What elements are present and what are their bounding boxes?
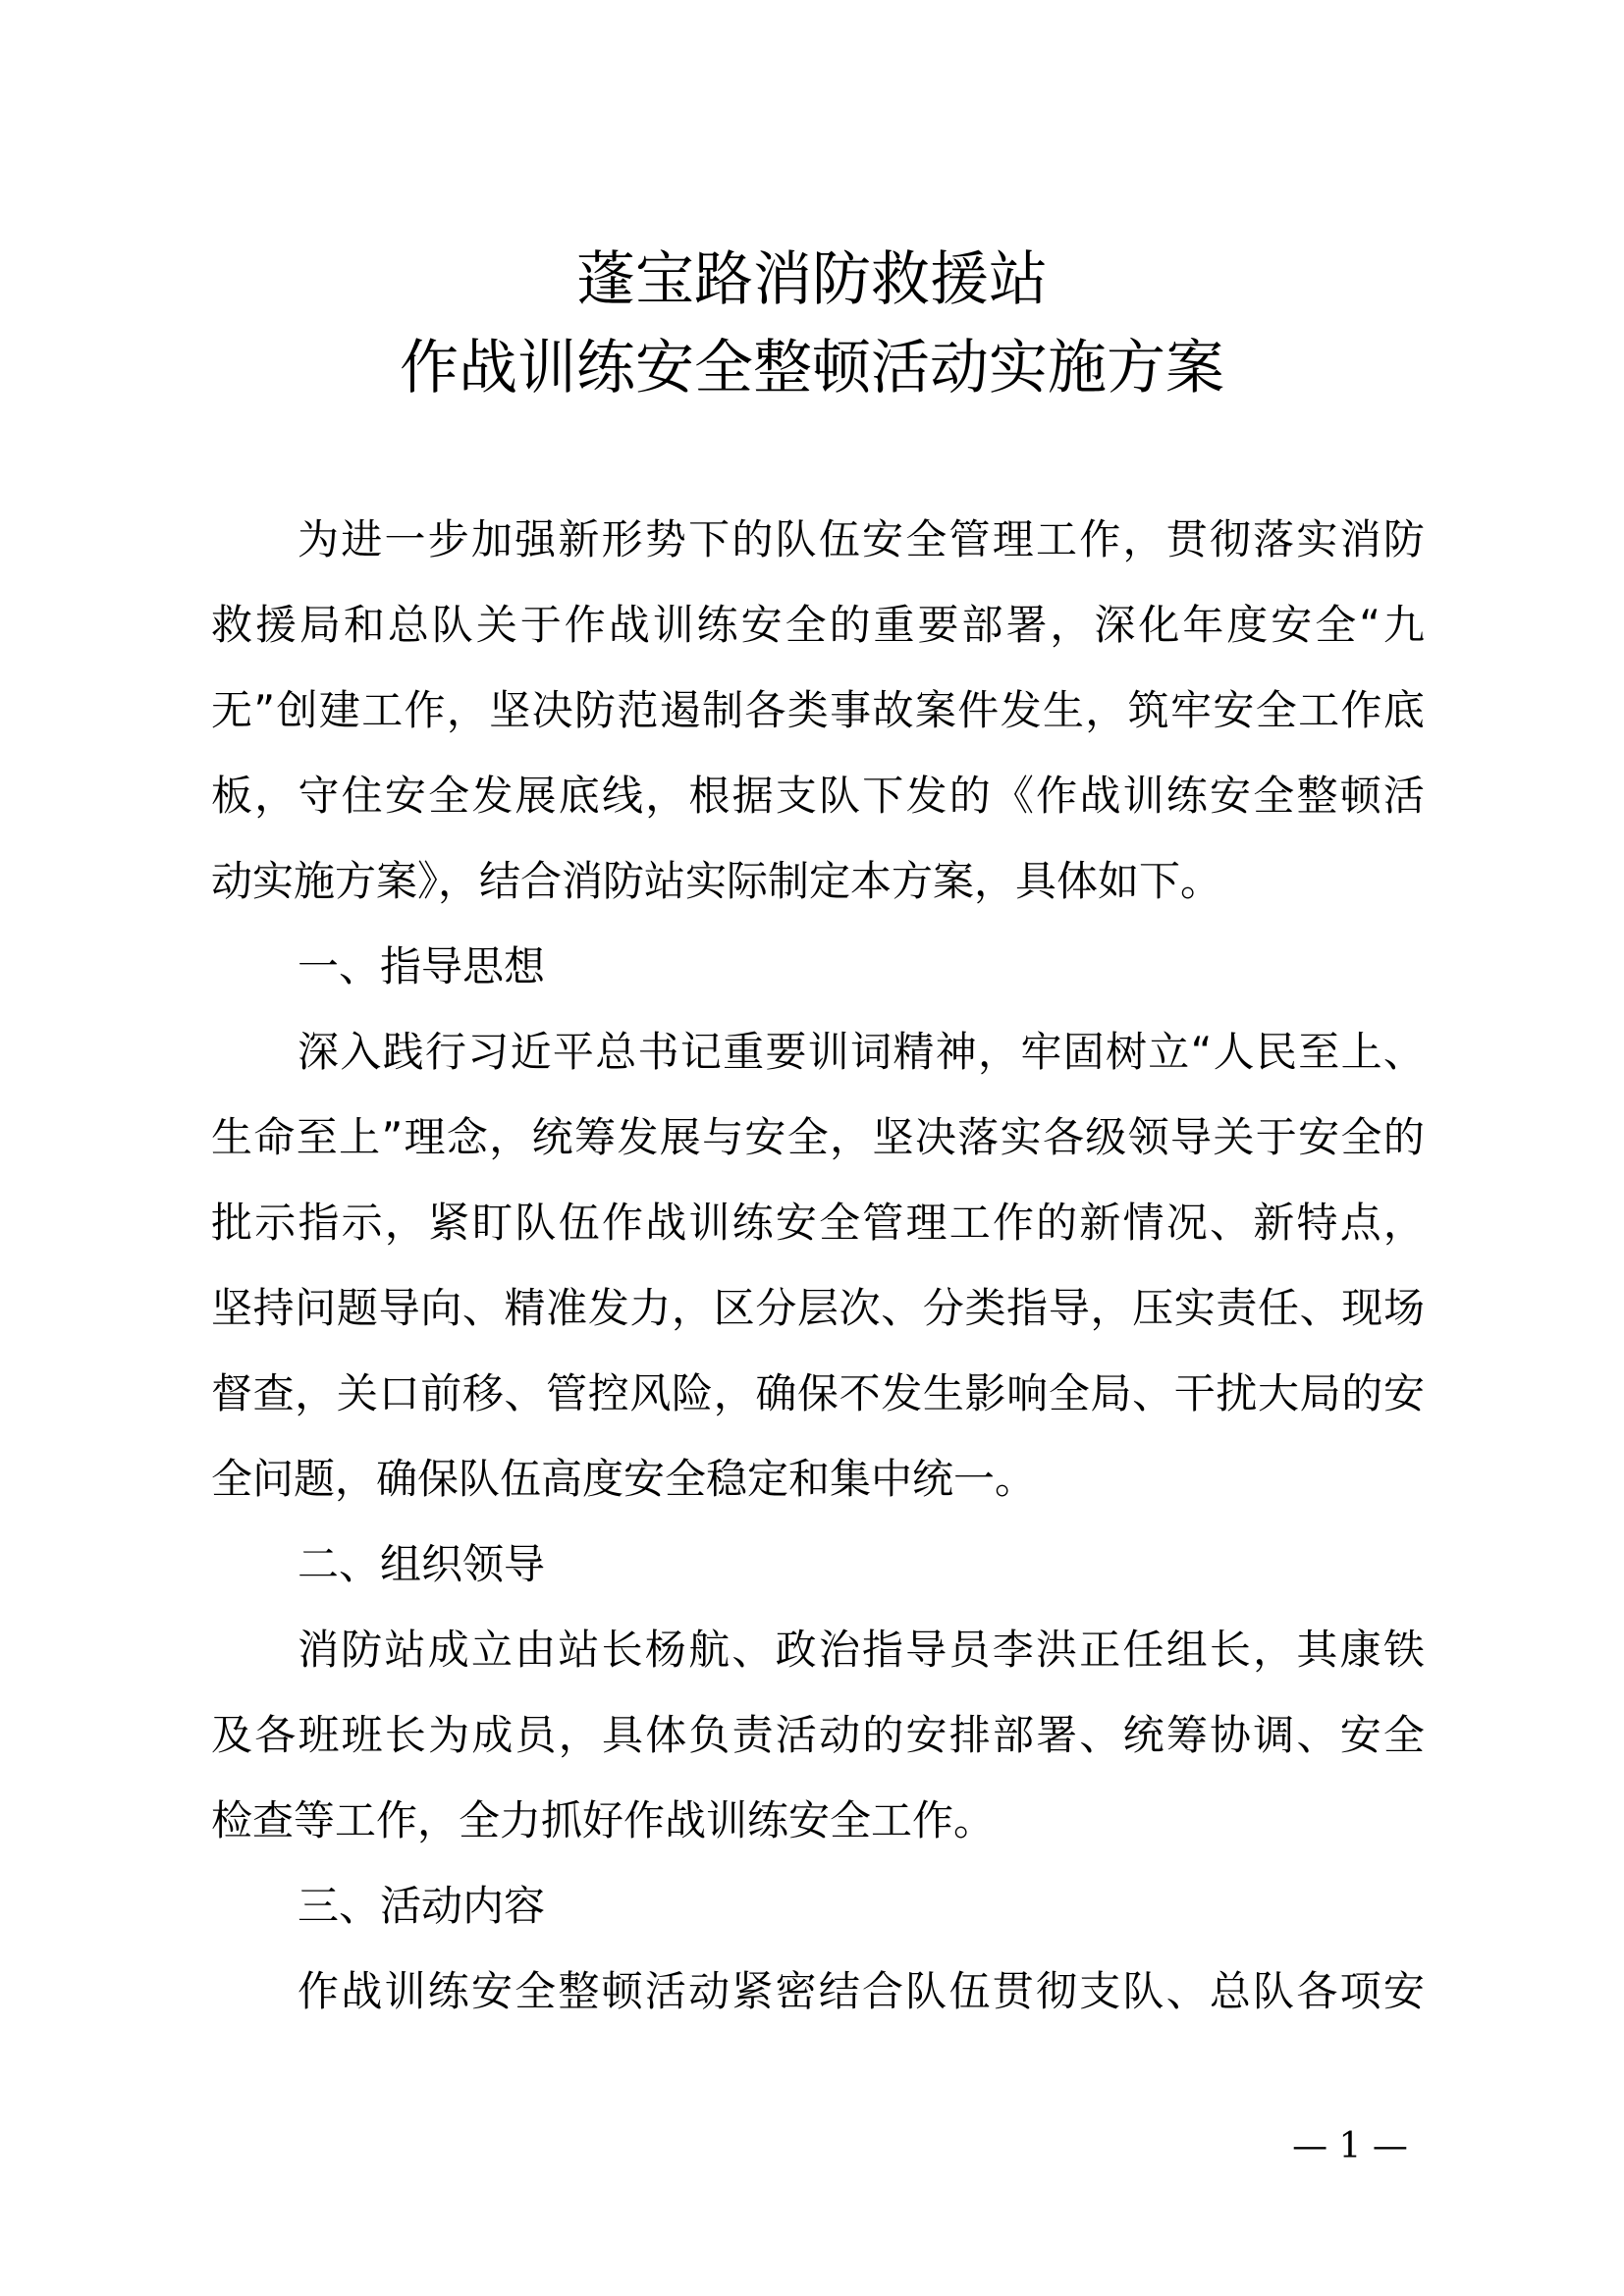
guiding-ideology-paragraph-line: 全问题，确保队伍高度安全稳定和集中统一。	[211, 1455, 1037, 1503]
intro-paragraph-line: 动实施方案》，结合消防站实际制定本方案，具体如下。	[211, 857, 1222, 905]
document-title-line-1: 蓬宝路消防救援站	[576, 245, 1048, 314]
guiding-ideology-paragraph-line: 批 示 指 示 ， 紧 盯 队 伍 作 战 训 练 安 全 管 理 工 作 的 新 情 况 、 新 特 点 ，	[211, 1199, 1425, 1247]
intro-paragraph-line: 板 ， 守 住 安 全 发 展 底 线 ， 根 据 支 队 下 发 的 《 作 战 训 练 安 全 整 顿 活	[211, 772, 1425, 820]
guiding-ideology-paragraph-line: 坚 持 问 题 导 向 、 精 准 发 力 ， 区 分 层 次 、 分 类 指 导 ， 压 实 责 任 、 现 场	[211, 1284, 1425, 1332]
intro-paragraph-line: 无 ” 创 建 工 作 ， 坚 决 防 范 遏 制 各 类 事 故 案 件 发 生 ， 筑 牢 安 全 工 作 底	[211, 686, 1425, 734]
section-heading-organization: 二、组织领导	[298, 1540, 546, 1588]
activity-content-paragraph-line: 作 战 训 练 安 全 整 顿 活 动 紧 密 结 合 队 伍 贯 彻 支 队 、 总 队 各 项 安	[298, 1967, 1425, 2015]
section-heading-activity-content: 三、活动内容	[298, 1882, 546, 1930]
guiding-ideology-paragraph-line: 督 查 ， 关 口 前 移 、 管 控 风 险 ， 确 保 不 发 生 影 响 全 局 、 干 扰 大 局 的 安	[211, 1369, 1425, 1417]
page-number: — 1 —	[1292, 2126, 1408, 2166]
organization-paragraph-line: 检查等工作，全力抓好作战训练安全工作。	[211, 1796, 996, 1844]
guiding-ideology-paragraph-line: 生 命 至 上 ” 理 念 ， 统 筹 发 展 与 安 全 ， 坚 决 落 实 各 级 领 导 关 于 安 全 的	[211, 1113, 1425, 1161]
organization-paragraph-line: 及 各 班 班 长 为 成 员 ， 具 体 负 责 活 动 的 安 排 部 署 、 统 筹 协 调 、 安 全	[211, 1711, 1425, 1759]
intro-paragraph-line: 为 进 一 步 加 强 新 形 势 下 的 队 伍 安 全 管 理 工 作 ， 贯 彻 落 实 消 防	[298, 515, 1425, 563]
organization-paragraph-line: 消 防 站 成 立 由 站 长 杨 航 、 政 治 指 导 员 李 洪 正 任 组 长 ， 其 康 铁	[298, 1626, 1425, 1674]
document-title-line-2: 作战训练安全整顿活动实施方案	[400, 334, 1224, 402]
section-heading-guiding-ideology: 一、指导思想	[298, 942, 546, 990]
guiding-ideology-paragraph-line: 深 入 践 行 习 近 平 总 书 记 重 要 训 词 精 神 ， 牢 固 树 立 “ 人 民 至 上 、	[298, 1028, 1425, 1076]
intro-paragraph-line: 救 援 局 和 总 队 关 于 作 战 训 练 安 全 的 重 要 部 署 ， 深 化 年 度 安 全 “ 九	[211, 601, 1425, 649]
